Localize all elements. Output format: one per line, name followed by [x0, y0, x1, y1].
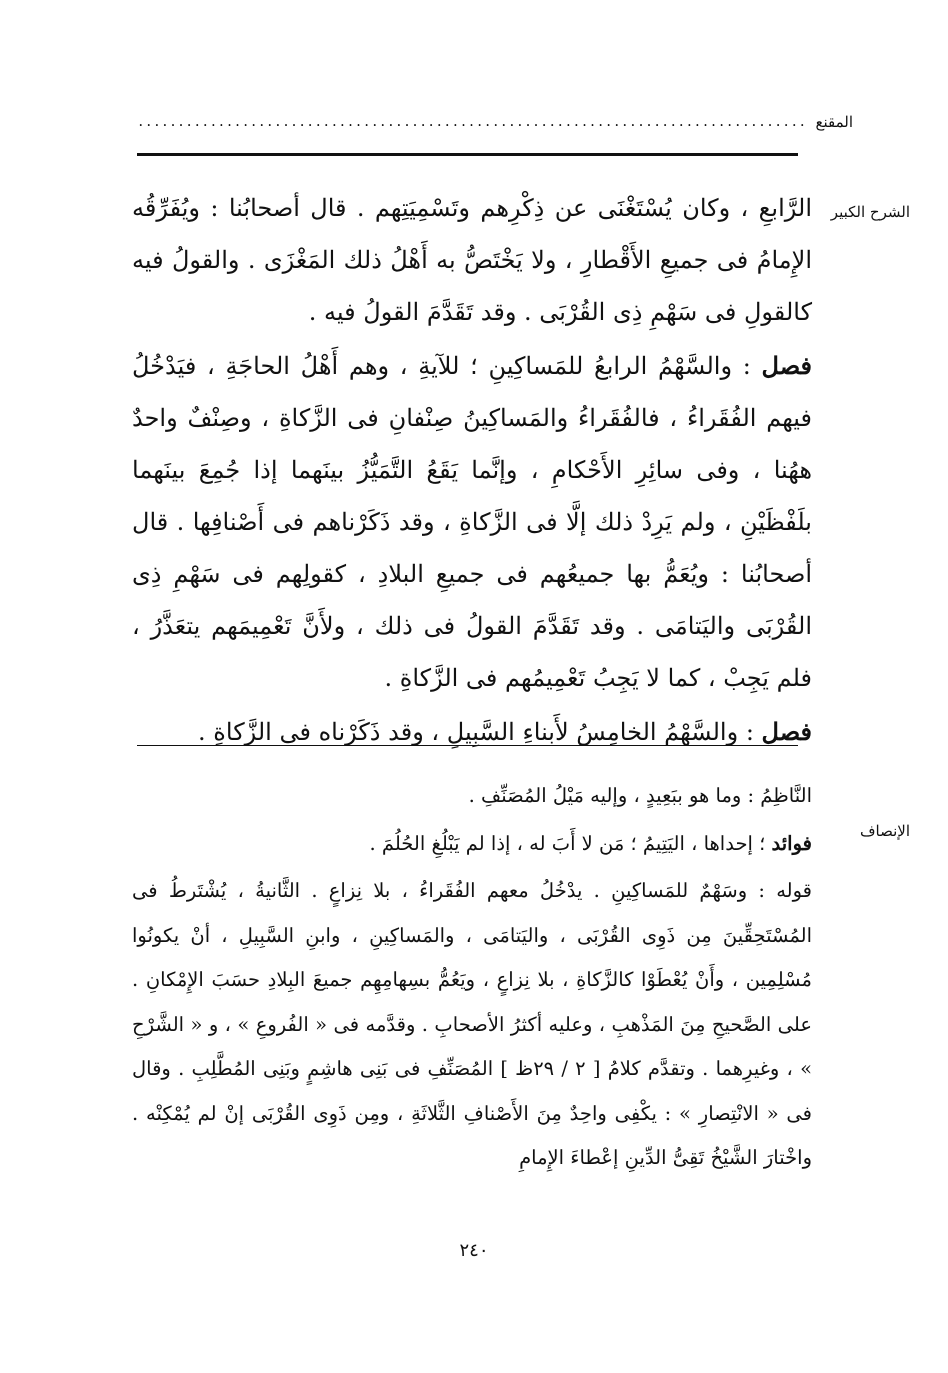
- commentary-line-1: النَّاظِمُ : وما هو ببَعِيدٍ ، وإليه مَيْلُ المُصَنِّفِ .: [468, 784, 812, 807]
- main-paragraph-1: الرَّابعِ ، وكان يُسْتَغْنَى عن ذِكْرِهم وتَسْمِيَتِهم . قال أصحابُنا : ويُفَرِّقُه الإِمامُ فى جميعِ الأَقْطارِ ، ولا يَخْتَصُّ به أَهْلُ ذلك المَغْزَى . والقولُ فيه كالقولِ فى سَهْمِ ذِى القُرْبَى . وقد تَقَدَّمَ القولُ فيه .: [132, 194, 812, 326]
- section-divider: [137, 745, 798, 746]
- section-heading: فصل: [761, 717, 812, 746]
- section-heading: فصل: [761, 351, 812, 380]
- header-dotted-leader: ...................................................................................: [138, 112, 808, 130]
- main-paragraph-2: [132, 340, 812, 704]
- page-number: ٢٤٠: [459, 1240, 489, 1261]
- commentary-text: [132, 774, 812, 1181]
- header-rule: [137, 153, 798, 156]
- header-title: المقنع: [815, 113, 853, 131]
- main-text: [132, 182, 812, 758]
- side-label-sharh: الشرح الكبير: [830, 203, 910, 221]
- benefits-body: ؛ إحداها ، اليَتِيمُ ؛ مَن لا أَبَ له ، إذا لم يَبْلُغِ الحُلُمَ .: [369, 831, 772, 855]
- commentary-paragraph: قوله : وسَهْمٌ للمَساكِينِ . يدْخُلُ معهم الفُقَراءُ ، بلا نِزاعٍ . الثَّانيةُ ، يُشْتَرطُ فى المُسْتَحِقِّينَ مِن ذَوِى القُرْبَى ، واليَتامَى ، والمَساكِينِ ، وابنِ السَّبِيلِ ، أنْ يكونُوا مُسْلِمِين ، وأَنْ يُعْطَوْا كالزَّكاةِ ، بلا نِزاعٍ ، ويَعُمُّ بسِهامِهِم جميعَ البِلادِ حسَبَ الإِمْكانِ . على الصَّحيحِ مِنَ المَذْهبِ ، وعليه أكثرُ الأصحابِ . وقدَّمه فى « الفُروعِ » ، و « الشَّرْحِ » ، وغيرِهما . وتقدَّم كلامُ [ ٢ / ٢٩ظ ] المُصَنِّفِ فى بَنِى هاشِمٍ وبَنِى المُطَّلِبِ . وقال فى « الانْتِصارِ » : يكْفِى واحِدٌ مِنَ الأَصْنافِ الثَّلاثَةِ ، ومِن ذَوِى القُرْبَى إنْ لم يُمْكِنْه . واخْتارَ الشَّيْخُ تَقِىُّ الدِّينِ إعْطاءَ الإِمامِ: [132, 879, 813, 1169]
- paragraph-body: : والسَّهْمُ الرابعُ للمَساكِينِ ؛ للآيةِ ، وهم أَهْلُ الحاجَةِ ، فيَدْخُلُ فيهم الفُقَراءُ ، فالفُقَراءُ والمَساكِينُ صِنْفانِ فى الزَّكاةِ ، وصِنْفٌ واحدٌ ههُنا ، وفى سائِرِ الأَحْكامِ ، وإنَّما يَقَعُ التَّمَيُّزُ بينَهما إذا جُمِعَ بينَهما بلَفْظَيْنِ ، ولم يَرِدْ ذلك إلَّا فى الزَّكاةِ ، وقد ذَكَرْناهم فى أَصْنافِها . قال أصحابُنا : ويُعَمُّ بها جميعُهم فى جميعِ البلادِ ، كقولِهم فى سَهْمِ ذِى القُرْبَى واليَتامَى . وقد تَقَدَّمَ القولُ فى ذلك ، ولأَنَّ تَعْمِيمَهم يتعَذَّرُ ، فلم يَجِبْ ، كما لا يَجِبُ تَعْمِيمُهم فى الزَّكاةِ .: [132, 352, 812, 692]
- side-label-insaf: الإنصاف: [859, 822, 910, 840]
- main-paragraph-3: [132, 706, 812, 758]
- commentary-line-2: [132, 822, 812, 867]
- paragraph-body: : والسَّهْمُ الخامِسُ لأَبناءِ السَّبِيلِ ، وقد ذَكَرْناه فى الزَّكاةِ .: [198, 718, 762, 746]
- benefits-heading: فوائد: [771, 831, 812, 855]
